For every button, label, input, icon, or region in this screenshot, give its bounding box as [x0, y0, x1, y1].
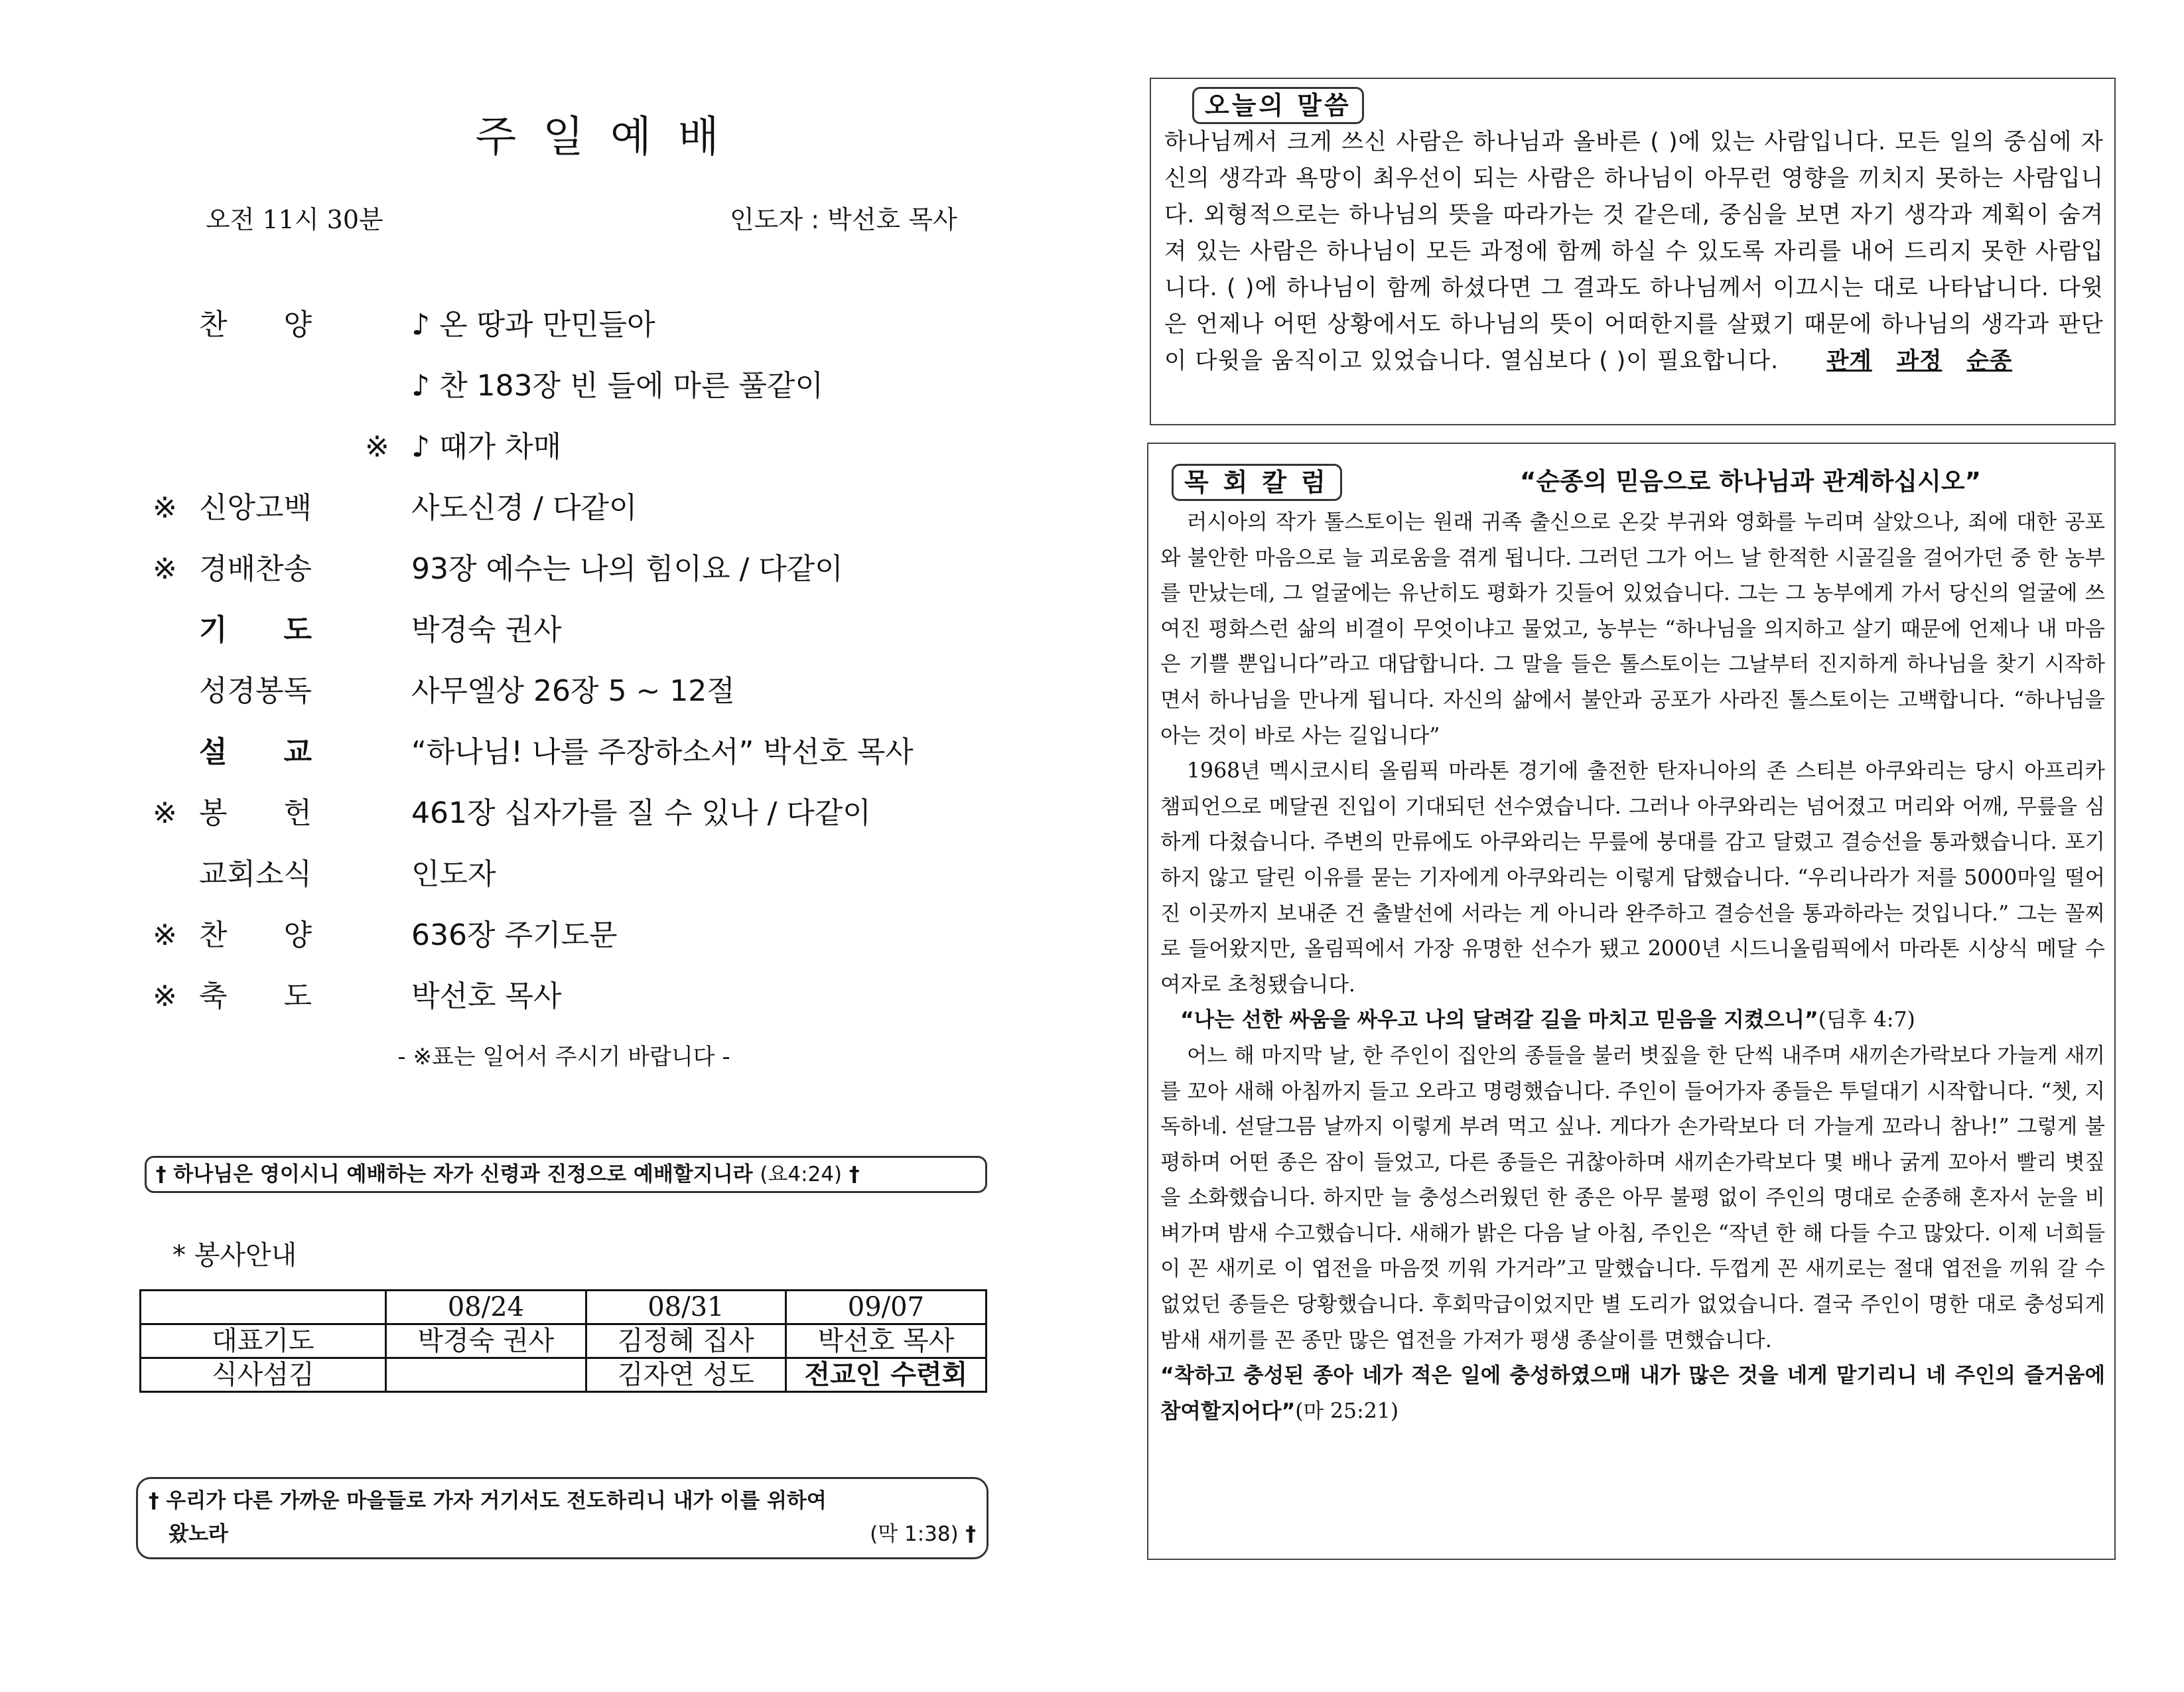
order-content: “하나님! 나를 주장하소서” 박선호 목사 — [411, 735, 914, 769]
answer-item: 과정 — [1896, 348, 1943, 374]
verse-reference: (마 25:21) — [1295, 1399, 1399, 1423]
order-label — [199, 305, 312, 345]
column-tag: 목회칼럼 — [1172, 464, 1342, 501]
order-label-part: 찬 — [199, 918, 228, 952]
standing-mark: ※ — [153, 491, 177, 525]
order-label-part: 양 — [283, 918, 312, 952]
verse-line-1 — [149, 1484, 976, 1517]
service-time: 오전 11시 30분 — [206, 205, 383, 234]
order-content: ♪ 온 땅과 만민들아 — [411, 308, 655, 342]
service-table — [139, 1289, 987, 1393]
order-row — [153, 610, 1015, 671]
order-label-part: 경배찬송 — [199, 552, 312, 586]
order-row — [153, 305, 1015, 366]
column-body — [1160, 505, 2105, 1429]
order-label — [199, 855, 358, 894]
order-row — [153, 977, 1015, 1038]
today-word-tag: 오늘의 말씀 — [1192, 87, 1364, 124]
order-label — [199, 977, 312, 1017]
table-cell — [385, 1358, 586, 1392]
order-label — [199, 610, 312, 650]
order-label — [199, 671, 358, 711]
order-label — [199, 916, 312, 955]
service-heading: * 봉사안내 — [172, 1240, 297, 1271]
verse-reference: (막 1:38) — [870, 1522, 959, 1546]
verse-text: 왔노라 — [169, 1522, 228, 1546]
order-content: 박선호 목사 — [411, 979, 562, 1013]
order-content: 사도신경 / 다같이 — [411, 491, 638, 525]
column-paragraph — [1160, 505, 2105, 754]
order-row — [153, 549, 1015, 610]
verse-reference: (딤후 4:7) — [1818, 1008, 1915, 1032]
order-label-part: 축 — [199, 979, 228, 1013]
table-row — [141, 1358, 987, 1392]
answer-item: 관계 — [1826, 348, 1872, 374]
today-word-body: 하나님께서 크게 쓰신 사람은 하나님과 올바른 ( )에 있는 사람입니다. 모든 일의 중심에 자신의 생각과 욕망이 최우선이 되는 사람은 하나님이 아무런 영향을 끼치지 못하는 사람입니다. 외형적으로는 하나님의 뜻을 따라가는 것 같은데, 중심을 보면 자기 생각과 계획이 숨겨져 있는 사람은 하나님이 모든 과정에 함께 하실 수 있도록 자리를 내어 드리지 못한 사람입니다. ( )에 하나님이 함께 하셨다면 그 결과도 하나님께서 이끄시는 대로 나타납니다. 다윗은 언제나 어떤 상황에서도 하나님의 뜻이 어떠한지를 살폈기 때문에 하나님의 생각과 판단이 다윗을 움직이고 있었습니다. 열심보다 ( )이 필요합니다. — [1164, 129, 2104, 374]
table-row — [141, 1324, 987, 1358]
table-cell: 박경숙 권사 — [385, 1324, 586, 1358]
cross-icon: † — [965, 1522, 976, 1546]
order-label-part: 교회소식 — [199, 857, 312, 891]
verse-line-2 — [149, 1517, 976, 1551]
table-cell: 김정혜 집사 — [586, 1324, 785, 1358]
table-cell: 09/07 — [785, 1291, 986, 1324]
column-paragraph — [1160, 1038, 2105, 1358]
standing-mark: ※ — [153, 796, 177, 830]
order-content: 461장 십자가를 질 수 있나 / 다같이 — [411, 796, 871, 830]
order-content: 인도자 — [411, 857, 496, 891]
paragraph-text: “나는 선한 싸움을 싸우고 나의 달려갈 길을 마치고 믿음을 지켰으니” — [1180, 1008, 1818, 1032]
order-of-service — [153, 305, 1015, 1038]
table-header-row — [141, 1291, 987, 1324]
order-label-part: 신앙고백 — [199, 491, 312, 525]
order-content: 사무엘상 26장 5 ~ 12절 — [411, 674, 735, 708]
answer-list — [1826, 348, 2028, 374]
verse-text: 하나님은 영이시니 예배하는 자가 신령과 진정으로 예배할지니라 — [173, 1163, 753, 1186]
paragraph-text: “착하고 충성된 종아 네가 적은 일에 충성하였으매 내가 많은 것을 네게 맡기리니 네 주인의 즐거움에 참여할지어다” — [1160, 1364, 2105, 1423]
column-paragraph — [1160, 754, 2105, 1003]
order-label-part: 도 — [283, 613, 312, 647]
standing-mark: ※ — [153, 979, 177, 1013]
order-content: ♪ 찬 183장 빈 들에 마른 풀같이 — [411, 369, 824, 403]
table-cell: 박선호 목사 — [785, 1324, 986, 1358]
order-row — [153, 366, 1015, 427]
today-word-text — [1164, 124, 2104, 380]
verse-text: 우리가 다른 가까운 마을들로 가자 거기서도 전도하리니 내가 이를 위하여 — [166, 1489, 827, 1513]
order-content: 636장 주기도문 — [411, 918, 618, 952]
standing-mark: ※ — [153, 918, 177, 952]
table-cell — [141, 1291, 386, 1324]
service-leader: 인도자 : 박선호 목사 — [730, 205, 957, 234]
order-label-part: 도 — [283, 979, 312, 1013]
verse-reference: (요4:24) — [760, 1163, 843, 1186]
order-label-part: 성경봉독 — [199, 674, 312, 708]
order-content: 박경숙 권사 — [411, 613, 562, 647]
scripture-quote — [1160, 1358, 2105, 1429]
order-label — [199, 549, 358, 589]
order-row — [153, 733, 1015, 794]
order-row — [153, 855, 1015, 916]
order-label-part: 기 — [199, 613, 228, 647]
cross-icon: † — [156, 1163, 167, 1186]
cross-icon: † — [849, 1163, 860, 1186]
column-title: “순종의 믿음으로 하나님과 관계하십시오” — [1520, 467, 1981, 496]
page-title: 주일예배 — [475, 113, 746, 162]
order-label-part: 양 — [283, 308, 312, 342]
paragraph-text: 1968년 멕시코시티 올림픽 마라톤 경기에 출전한 탄자니아의 존 스티븐 아쿠와리는 당시 아프리카 챔피언으로 메달권 진입이 기대되던 선수였습니다. 그러나 아쿠와리는 넘어졌고 머리와 어깨, 무릎을 심하게 다쳤습니다. 주변의 만류에도 아쿠와리는 무릎에 붕대를 감고 달렸고 결승선을 통과했습니다. 포기하지 않고 달린 이유를 묻는 기자에게 아쿠와리는 이렇게 답했습니다. “우리나라가 저를 5000마일 떨어진 이곳까지 보내준 건 출발선에 서라는 게 아니라 완주하고 결승선을 통과하라는 것입니다.” 그는 꼴찌로 들어왔지만, 올림픽에서 가장 유명한 선수가 됐고 2000년 시드니올림픽에서 마라톤 시상식 메달 수여자로 초청됐습니다. — [1160, 759, 2105, 997]
order-label-part: 봉 — [199, 796, 228, 830]
table-cell: 김자연 성도 — [586, 1358, 785, 1392]
order-row — [153, 916, 1015, 977]
pastor-column-box — [1147, 443, 2116, 1560]
verse-box-mark — [136, 1477, 989, 1559]
paragraph-text: 러시아의 작가 톨스토이는 원래 귀족 출신으로 온갖 부귀와 영화를 누리며 살았으나, 죄에 대한 공포와 불안한 마음으로 늘 괴로움을 겪게 됩니다. 그러던 그가 어느 날 한적한 시골길을 걸어가던 중 한 농부를 만났는데, 그 얼굴에는 유난히도 평화가 깃들어 있었습니다. 그는 그 농부에게 가서 당신의 얼굴에 쓰여진 평화스런 삶의 비결이 무엇이냐고 물었고, 농부는 “하나님을 의지하고 살기 때문에 언제나 내 마음은 기쁠 뿐입니다”라고 대답합니다. 그 말을 들은 톨스토이는 그날부터 진지하게 하나님을 찾기 시작하면서 하나님을 만나게 됩니다. 자신의 삶에서 불안과 공포가 사라진 톨스토이는 고백합니다. “하나님을 아는 것이 바로 사는 길입니다” — [1160, 510, 2105, 748]
answer-item: 순종 — [1966, 348, 2013, 374]
cross-icon: † — [149, 1489, 159, 1513]
standing-note: - ※표는 일어서 주시기 바랍니다 - — [397, 1044, 730, 1070]
order-row — [153, 671, 1015, 733]
order-label-part: 교 — [283, 735, 312, 769]
paragraph-text: 어느 해 마지막 날, 한 주인이 집안의 종들을 불러 볏짚을 한 단씩 내주며 새끼손가락보다 가늘게 새끼를 꼬아 새해 아침까지 들고 오라고 명령했습니다. 주인이 들어가자 종들은 투덜대기 시작합니다. “쳇, 지독하네. 섣달그믐 날까지 이렇게 부려 먹고 싶나. 게다가 손가락보다 더 가늘게 꼬라니 참나!” 그렇게 불평하며 어떤 종은 잠이 들었고, 다른 종들은 귀찮아하며 새끼손가락보다 몇 배나 굵게 꼬아서 빨리 볏짚을 소화했습니다. 하지만 늘 충성스러웠던 한 종은 아무 불평 없이 주인의 명대로 순종해 혼자서 눈을 비벼가며 밤새 수고했습니다. 새해가 밝은 다음 날 아침, 주인은 “작년 한 해 다들 수고 많았다. 이제 너희들이 꼰 새끼로 이 엽전을 마음껏 끼워 가거라”고 말했습니다. 두껍게 꼰 새끼로는 절대 엽전을 끼워 갈 수 없었던 종들은 당황했습니다. 후회막급이었지만 별 도리가 없었습니다. 결국 주인이 명한 대로 충성되게 밤새 새끼를 꼰 종만 많은 엽전을 가져가 평생 종살이를 면했습니다. — [1160, 1043, 2105, 1352]
table-cell: 대표기도 — [141, 1324, 386, 1358]
order-row — [153, 427, 1015, 488]
table-cell: 08/24 — [385, 1291, 586, 1324]
order-label-part: 헌 — [283, 796, 312, 830]
table-cell: 식사섬김 — [141, 1358, 386, 1392]
standing-mark: ※ — [153, 552, 177, 586]
order-content: 93장 예수는 나의 힘이요 / 다같이 — [411, 552, 843, 586]
order-label — [199, 794, 312, 833]
scripture-quote — [1160, 1003, 2105, 1038]
order-row — [153, 488, 1015, 549]
order-label-part: 설 — [199, 735, 228, 769]
order-label — [199, 488, 358, 528]
verse-box-john — [145, 1156, 987, 1193]
standing-mark: ※ — [365, 430, 389, 464]
order-label — [199, 733, 312, 772]
table-cell: 08/31 — [586, 1291, 785, 1324]
table-cell: 전교인 수련회 — [785, 1358, 986, 1392]
today-word-box — [1150, 78, 2116, 425]
order-row — [153, 794, 1015, 855]
order-label-part: 찬 — [199, 308, 228, 342]
order-content: ♪ 때가 차매 — [411, 430, 562, 464]
